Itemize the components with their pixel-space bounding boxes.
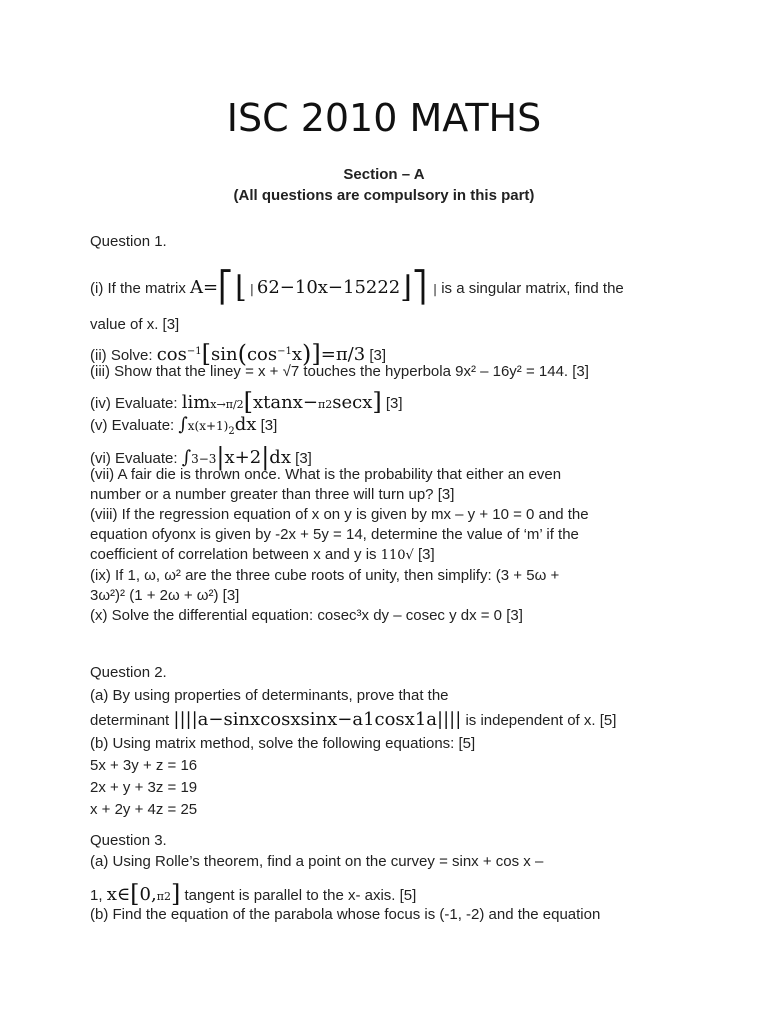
bracket-icon: ⎡ (218, 270, 234, 305)
bracket-icon: ] (311, 340, 321, 368)
q3-part-a-line2 (90, 878, 416, 906)
bracket-icon: ] (372, 388, 382, 416)
bracket-icon: ⎤ (411, 270, 427, 305)
math-determinant: a−sinxcosxsinx−a1cosx1a (197, 709, 438, 730)
math-dx: dx (269, 447, 291, 468)
math-body: xtanx− (253, 392, 318, 413)
q3-a-text-post: tangent is parallel to the x- axis. [5] (180, 887, 417, 904)
math-sup: −1 (277, 346, 292, 357)
q1-part-viii-line1: (viii) If the regression equation of x on y is given by mx – y + 10 = 0 and the (90, 506, 589, 523)
abs-bar-icon: | (216, 443, 225, 471)
math-sin: sin (210, 344, 238, 365)
q1-part-ix-line1: (ix) If 1, ω, ω² are the three cube roots of unity, then simplify: (3 + 5ω + (90, 567, 560, 584)
determinant-bars-icon: |||| (173, 709, 198, 730)
marks: [3] (256, 417, 278, 434)
q3-a-text: 1, (90, 887, 107, 904)
q2-part-a-line2 (90, 709, 616, 730)
q1-part-i-cont: value of x. [3] (90, 316, 180, 333)
math-sub: 2 (228, 426, 235, 437)
q1-part-vi (90, 441, 312, 469)
bracket-icon: [ (243, 388, 254, 416)
bracket-icon: ⌊ (235, 270, 247, 305)
q1-viii-text: coefficient of correlation between x and y is (90, 546, 381, 563)
bracket-icon: ⌋ (400, 270, 412, 305)
q1-part-x: (x) Solve the differential equation: cosec³x dy – cosec y dx = 0 [3] (90, 607, 523, 624)
paren-icon: ) (302, 340, 312, 368)
page-title: ISC 2010 MATHS (226, 96, 542, 140)
section-note: (All questions are compulsory in this part) (233, 187, 535, 204)
math-sqrt: 110√ (380, 548, 414, 563)
q1-part-i (90, 266, 624, 305)
q1-iv-text: (iv) Evaluate: (90, 395, 182, 412)
question-2-heading: Question 2. (90, 664, 167, 681)
math-body: x+2 (224, 447, 262, 468)
q1-i-matrix-lhs: A= (190, 277, 219, 298)
math-sup: −1 (186, 346, 202, 357)
math-element-of: x∈ (106, 884, 131, 905)
q1-i-text: (i) If the matrix (90, 280, 191, 297)
math-sub: x→π/2 (210, 398, 244, 411)
q1-ii-text: (ii) Solve: (90, 347, 157, 364)
q2-a-text-post: is independent of x. [5] (461, 712, 617, 729)
q2-equation-2: 2x + y + 3z = 19 (90, 779, 198, 796)
q2-equation-1: 5x + 3y + z = 16 (90, 757, 198, 774)
section-heading: Section – A (343, 166, 425, 183)
q1-vi-text: (vi) Evaluate: (90, 450, 182, 467)
determinant-bars-icon: |||| (437, 709, 462, 730)
q1-part-viii-line3 (90, 546, 435, 563)
bracket-icon: [ (130, 880, 140, 908)
math-interval: 0, (139, 884, 157, 905)
q1-part-iii: (iii) Show that the liney = x + √7 touches the hyperbola 9x² – 16y² = 144. [3] (90, 363, 589, 380)
marks: [3] (290, 450, 312, 467)
paren-icon: ( (237, 340, 247, 368)
math-cos: cos (156, 344, 187, 365)
q1-i-matrix-entries: 62−10x−15222 (256, 277, 401, 298)
math-result: =π/3 (320, 344, 366, 365)
q1-part-viii-line2: equation ofyonx is given by -2x + 5y = 14, determine the value of ‘m’ if the (90, 526, 579, 543)
marks: [3] (381, 395, 403, 412)
math-sub: π2 (156, 890, 171, 903)
bracket-icon: ] (170, 880, 181, 908)
q1-part-ix-line2: 3ω²)² (1 + 2ω + ω²) [3] (90, 587, 240, 604)
integral-icon: ∫ (181, 447, 192, 468)
math-limits: 3−3 (191, 452, 217, 466)
bar-icon: | (432, 282, 438, 296)
q2-a-text: determinant (90, 712, 174, 729)
math-x: x (291, 344, 302, 365)
q3-part-b: (b) Find the equation of the parabola whose focus is (-1, -2) and the equation (90, 906, 601, 923)
q1-part-ii (90, 338, 386, 366)
math-cos: cos (246, 344, 278, 365)
q1-part-vii-line2: number or a number greater than three will turn up? [3] (90, 486, 455, 503)
bar-icon: | (249, 282, 254, 296)
q1-part-iv (90, 386, 403, 414)
q2-equation-3: x + 2y + 4z = 25 (90, 801, 198, 818)
math-dx: dx (234, 414, 257, 435)
question-3-heading: Question 3. (90, 832, 167, 849)
marks: [3] (365, 347, 387, 364)
math-sec: secx (332, 392, 373, 413)
question-1-heading: Question 1. (90, 233, 167, 250)
abs-bar-icon: | (261, 443, 270, 471)
q1-i-text-post: is a singular matrix, find the (437, 280, 624, 297)
math-lim: lim (181, 392, 211, 413)
q1-part-vii-line1: (vii) A fair die is thrown once. What is the probability that either an even (90, 466, 562, 483)
q2-part-a-line1: (a) By using properties of determinants, prove that the (90, 687, 449, 704)
q3-part-a-line1: (a) Using Rolle’s theorem, find a point on the curvey = sinx + cos x – (90, 853, 544, 870)
math-sub: π2 (317, 398, 333, 411)
q2-part-b: (b) Using matrix method, solve the following equations: [5] (90, 735, 476, 752)
integral-icon: ∫ (178, 414, 188, 435)
q1-v-text: (v) Evaluate: (90, 417, 179, 434)
bracket-icon: [ (201, 340, 211, 368)
q1-part-v (90, 414, 277, 437)
math-body: x(x+1) (187, 419, 229, 433)
marks: [3] (413, 546, 435, 563)
